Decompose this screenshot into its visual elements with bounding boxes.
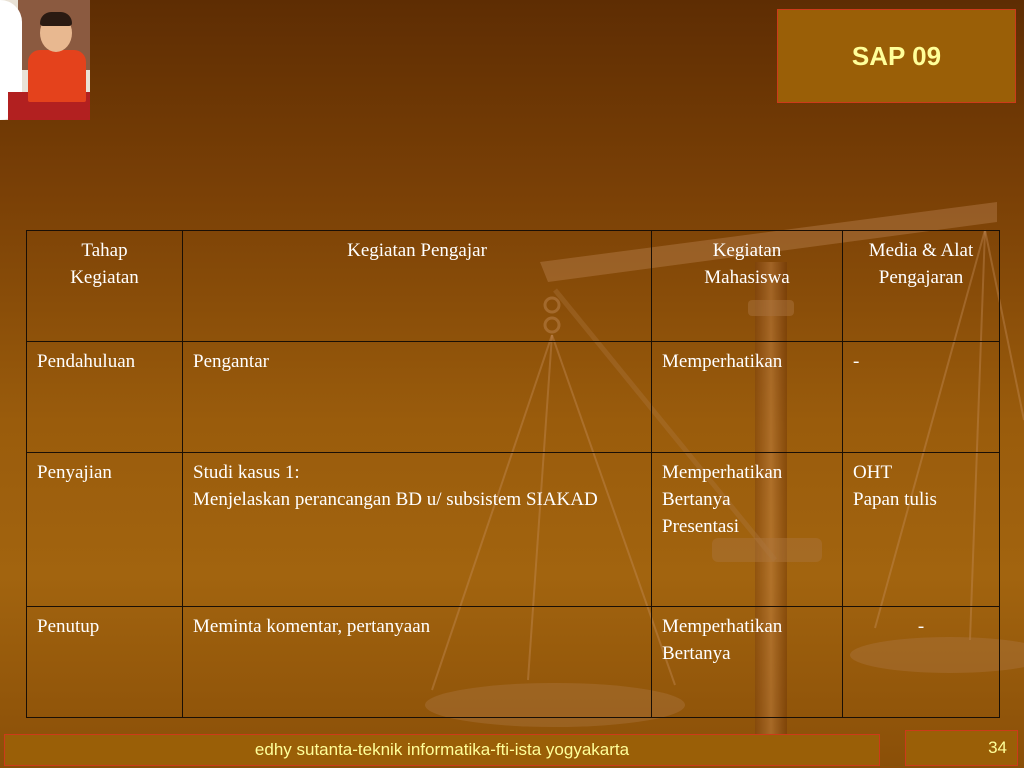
header-line: Kegiatan: [70, 267, 139, 288]
cell-tahap: [27, 342, 183, 453]
footer-box: [4, 734, 880, 766]
cell-line: Memperhatikan: [662, 616, 783, 637]
header-media-alat: [843, 231, 1000, 342]
cell-kegiatan-mahasiswa: [652, 607, 843, 718]
footer-text: edhy sutanta-teknik informatika-fti-ista yogyakarta: [254, 740, 630, 759]
cell-kegiatan-pengajar: [183, 453, 652, 607]
cell-line: Studi kasus 1:: [193, 462, 300, 483]
cell-line: Memperhatikan: [662, 351, 783, 372]
header-line: Kegiatan: [712, 240, 782, 261]
header-kegiatan-mahasiswa: [652, 231, 843, 342]
cell-line: Memperhatikan: [662, 462, 783, 483]
cell-line: -: [917, 616, 925, 637]
cell-kegiatan-pengajar: [183, 607, 652, 718]
header-kegiatan-pengajar: [183, 231, 652, 342]
cell-line: -: [853, 351, 860, 372]
cell-line: Bertanya: [662, 489, 731, 510]
cell-line: Pengantar: [193, 351, 269, 372]
header-tahap-kegiatan: [27, 231, 183, 342]
cell-media: [843, 342, 1000, 453]
header-line: Tahap: [81, 240, 128, 261]
cell-line: Penyajian: [37, 462, 112, 483]
cell-media: [843, 607, 1000, 718]
page-number: 34: [988, 738, 1007, 757]
cell-line: Penutup: [37, 616, 100, 637]
cell-line: Menjelaskan perancangan BD u/ subsistem SIAKAD: [193, 489, 598, 510]
header-line: Pengajaran: [878, 267, 964, 288]
cell-line: OHT: [853, 462, 893, 483]
cell-kegiatan-mahasiswa: [652, 453, 843, 607]
cell-line: Pendahuluan: [37, 351, 136, 372]
cell-kegiatan-mahasiswa: [652, 342, 843, 453]
cell-line: Meminta komentar, pertanyaan: [193, 616, 431, 637]
table-row: [27, 607, 1000, 718]
page-number-box: [905, 730, 1018, 766]
cell-line: Bertanya: [662, 643, 731, 664]
cell-media: [843, 453, 1000, 607]
table-row: [27, 342, 1000, 453]
sap-table: [26, 230, 1000, 718]
slide-title-box: [777, 9, 1016, 103]
cell-kegiatan-pengajar: [183, 342, 652, 453]
cell-tahap: [27, 453, 183, 607]
table-header-row: [27, 231, 1000, 342]
header-line: Media & Alat: [868, 240, 974, 261]
cell-line: Papan tulis: [853, 489, 937, 510]
cell-tahap: [27, 607, 183, 718]
table-row: [27, 453, 1000, 607]
slide-title: SAP 09: [851, 40, 942, 71]
header-line: Mahasiswa: [704, 267, 790, 288]
cell-line: Presentasi: [662, 516, 740, 537]
header-line: Kegiatan Pengajar: [347, 240, 487, 261]
